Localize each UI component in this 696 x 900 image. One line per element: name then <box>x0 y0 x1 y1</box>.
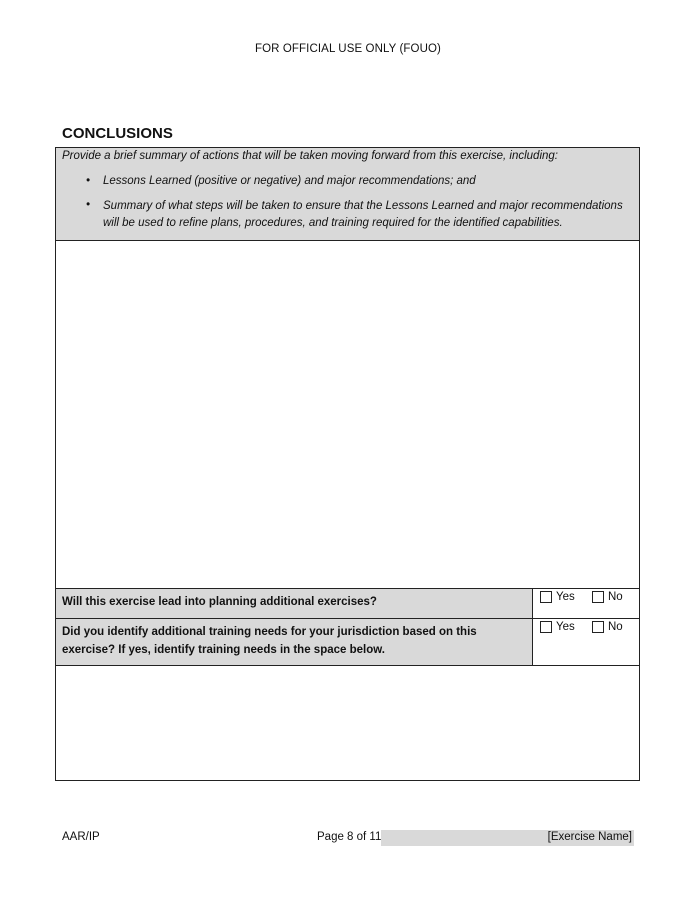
bullet-icon: • <box>86 199 91 211</box>
instructions-intro: Provide a brief summary of actions that will be taken moving forward from this exercise, including: <box>62 150 558 162</box>
bullet-lessons-learned-text: Lessons Learned (positive or negative) and major recommendations; and <box>103 175 476 187</box>
no-option <box>592 591 623 603</box>
bullet-summary-steps-line2: will be used to refine plans, procedures, and training required for the identified capabilities. <box>103 217 563 229</box>
footer-doc-type: AAR/IP <box>62 831 100 843</box>
yes-option <box>540 621 575 633</box>
answer-training-needs <box>533 619 639 665</box>
conclusions-response-area[interactable] <box>56 241 639 589</box>
question-row-training-needs <box>56 619 639 666</box>
yes-label: Yes <box>556 591 575 603</box>
section-title: CONCLUSIONS <box>62 125 173 142</box>
question-additional-exercises: Will this exercise lead into planning additional exercises? <box>56 589 533 618</box>
answer-additional-exercises <box>533 589 639 618</box>
page-footer <box>0 830 696 846</box>
yes-checkbox[interactable] <box>540 621 552 633</box>
yes-option <box>540 591 575 603</box>
training-needs-response-area[interactable] <box>56 666 639 780</box>
no-label: No <box>608 621 623 633</box>
yes-label: Yes <box>556 621 575 633</box>
question-training-needs: Did you identify additional training needs for your jurisdiction based on this exercise? If yes, identify training needs in the space below. <box>56 619 533 665</box>
exercise-name-text: [Exercise Name] <box>547 831 632 843</box>
footer-page-number: Page 8 of 11 <box>317 831 382 843</box>
exercise-name-field[interactable] <box>381 830 634 846</box>
yes-checkbox[interactable] <box>540 591 552 603</box>
fouo-header: FOR OFFICIAL USE ONLY (FOUO) <box>255 43 441 55</box>
bullet-icon: • <box>86 175 91 187</box>
no-checkbox[interactable] <box>592 621 604 633</box>
instructions-box <box>56 148 639 241</box>
question-row-additional-exercises <box>56 589 639 619</box>
bullet-summary-steps <box>103 198 623 232</box>
no-label: No <box>608 591 623 603</box>
no-option <box>592 621 623 633</box>
no-checkbox[interactable] <box>592 591 604 603</box>
bullet-summary-steps-line1: Summary of what steps will be taken to ensure that the Lessons Learned and major recommendations <box>103 200 623 212</box>
conclusions-form <box>55 147 640 781</box>
bullet-lessons-learned <box>103 173 476 190</box>
